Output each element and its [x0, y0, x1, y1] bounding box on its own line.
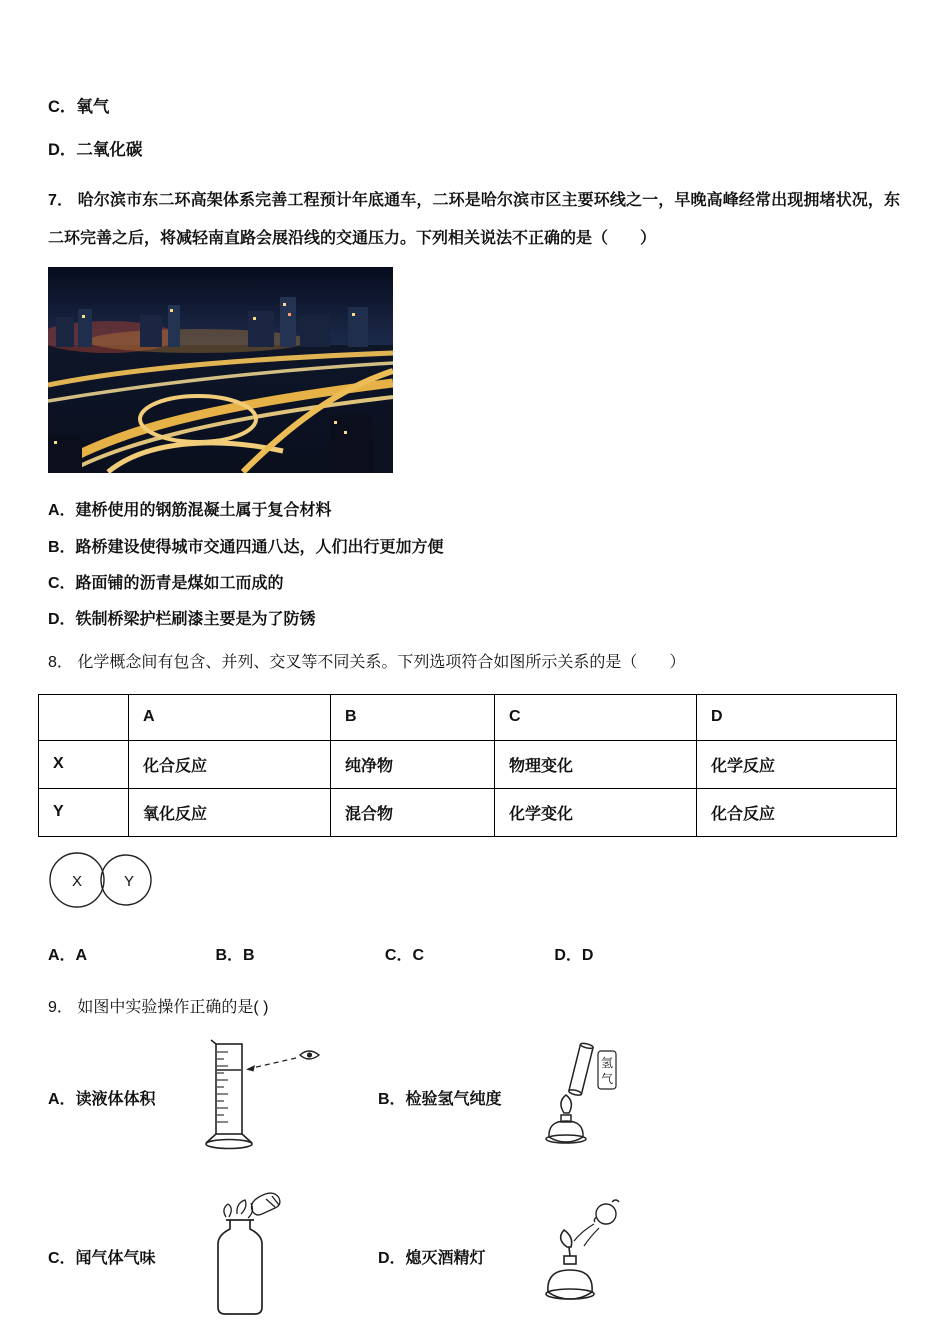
q7-option-c: C．路面铺的沥青是煤如工而成的	[48, 574, 284, 592]
q8-venn-diagram	[46, 849, 900, 916]
smell-gas-figure	[180, 1187, 310, 1326]
table-corner-cell	[39, 694, 129, 740]
q9-figure-b-label: B．检验氢气纯度	[378, 1091, 502, 1109]
option-d-carbon-dioxide: D．二氧化碳	[48, 141, 143, 160]
row-x-cell-d: 化学反应	[697, 740, 897, 788]
row-x-cell-c: 物理变化	[495, 740, 697, 788]
row-y-cell-a: 氧化反应	[129, 788, 331, 836]
q8-answer-row	[48, 942, 900, 965]
extinguish-lamp-figure	[512, 1198, 652, 1315]
venn-right-label: Y	[124, 872, 135, 890]
table-row-x	[39, 740, 897, 788]
q8-stem: 8． 化学概念间有包含、并列、交叉等不同关系。下列选项符合如图所示关系的是（ ）	[48, 654, 686, 672]
q7-stem: 7． 哈尔滨市东二环高架体系完善工程预计年底通车，二环是哈尔滨市区主要环线之一，早晚高峰经常出现拥堵状况，东二环完善之后，将减轻南直路会展沿线的交通压力。下列相关说法不正确的是（ ）	[48, 192, 900, 247]
table-row-y	[39, 788, 897, 836]
row-y-cell-c: 化学变化	[495, 788, 697, 836]
q7-option-a: A．建桥使用的钢筋混凝土属于复合材料	[48, 502, 332, 520]
option-c-oxygen: C．氧气	[48, 98, 110, 116]
q7-option-d: D．铁制桥梁护栏刷漆主要是为了防锈	[48, 610, 316, 628]
row-x-cell-a: 化合反应	[129, 740, 331, 788]
q8-answer-a: A．A	[48, 946, 88, 964]
hydrogen-purity-test-figure	[520, 1041, 650, 1154]
q9-stem: 9． 如图中实验操作正确的是( )	[48, 998, 269, 1016]
q7-photo	[48, 267, 900, 473]
tube-tag-char-2: 气	[600, 1072, 613, 1087]
table-header-c: C	[495, 694, 697, 740]
q9-figure-a-label: A．读液体体积	[48, 1091, 156, 1109]
table-header-a: A	[129, 694, 331, 740]
table-header-d: D	[697, 694, 897, 740]
row-y-label: Y	[39, 788, 129, 836]
table-header-b: B	[331, 694, 495, 740]
row-x-label: X	[39, 740, 129, 788]
q9-figure-c-label: C．闻气体气味	[48, 1250, 156, 1268]
q8-answer-c: C．C	[384, 946, 425, 964]
q8-answer-b: B．B	[215, 946, 255, 964]
q8-concept-table	[38, 694, 897, 837]
city-night-interchange-photo	[48, 267, 393, 473]
venn-left-label: X	[72, 872, 83, 890]
row-y-cell-b: 混合物	[331, 788, 495, 836]
q7-option-b: B．路桥建设使得城市交通四通八达，人们出行更加方便	[48, 538, 444, 556]
q9-figure-d-label: D．熄灭酒精灯	[378, 1250, 486, 1268]
row-x-cell-b: 纯净物	[331, 740, 495, 788]
tube-tag-char-1: 氢	[600, 1056, 613, 1071]
q9-figure-row-2	[48, 1187, 900, 1326]
graduated-cylinder-figure	[188, 1036, 338, 1159]
q8-answer-d: D．D	[554, 946, 594, 964]
q9-figure-row-1	[48, 1036, 900, 1159]
row-y-cell-d: 化合反应	[697, 788, 897, 836]
